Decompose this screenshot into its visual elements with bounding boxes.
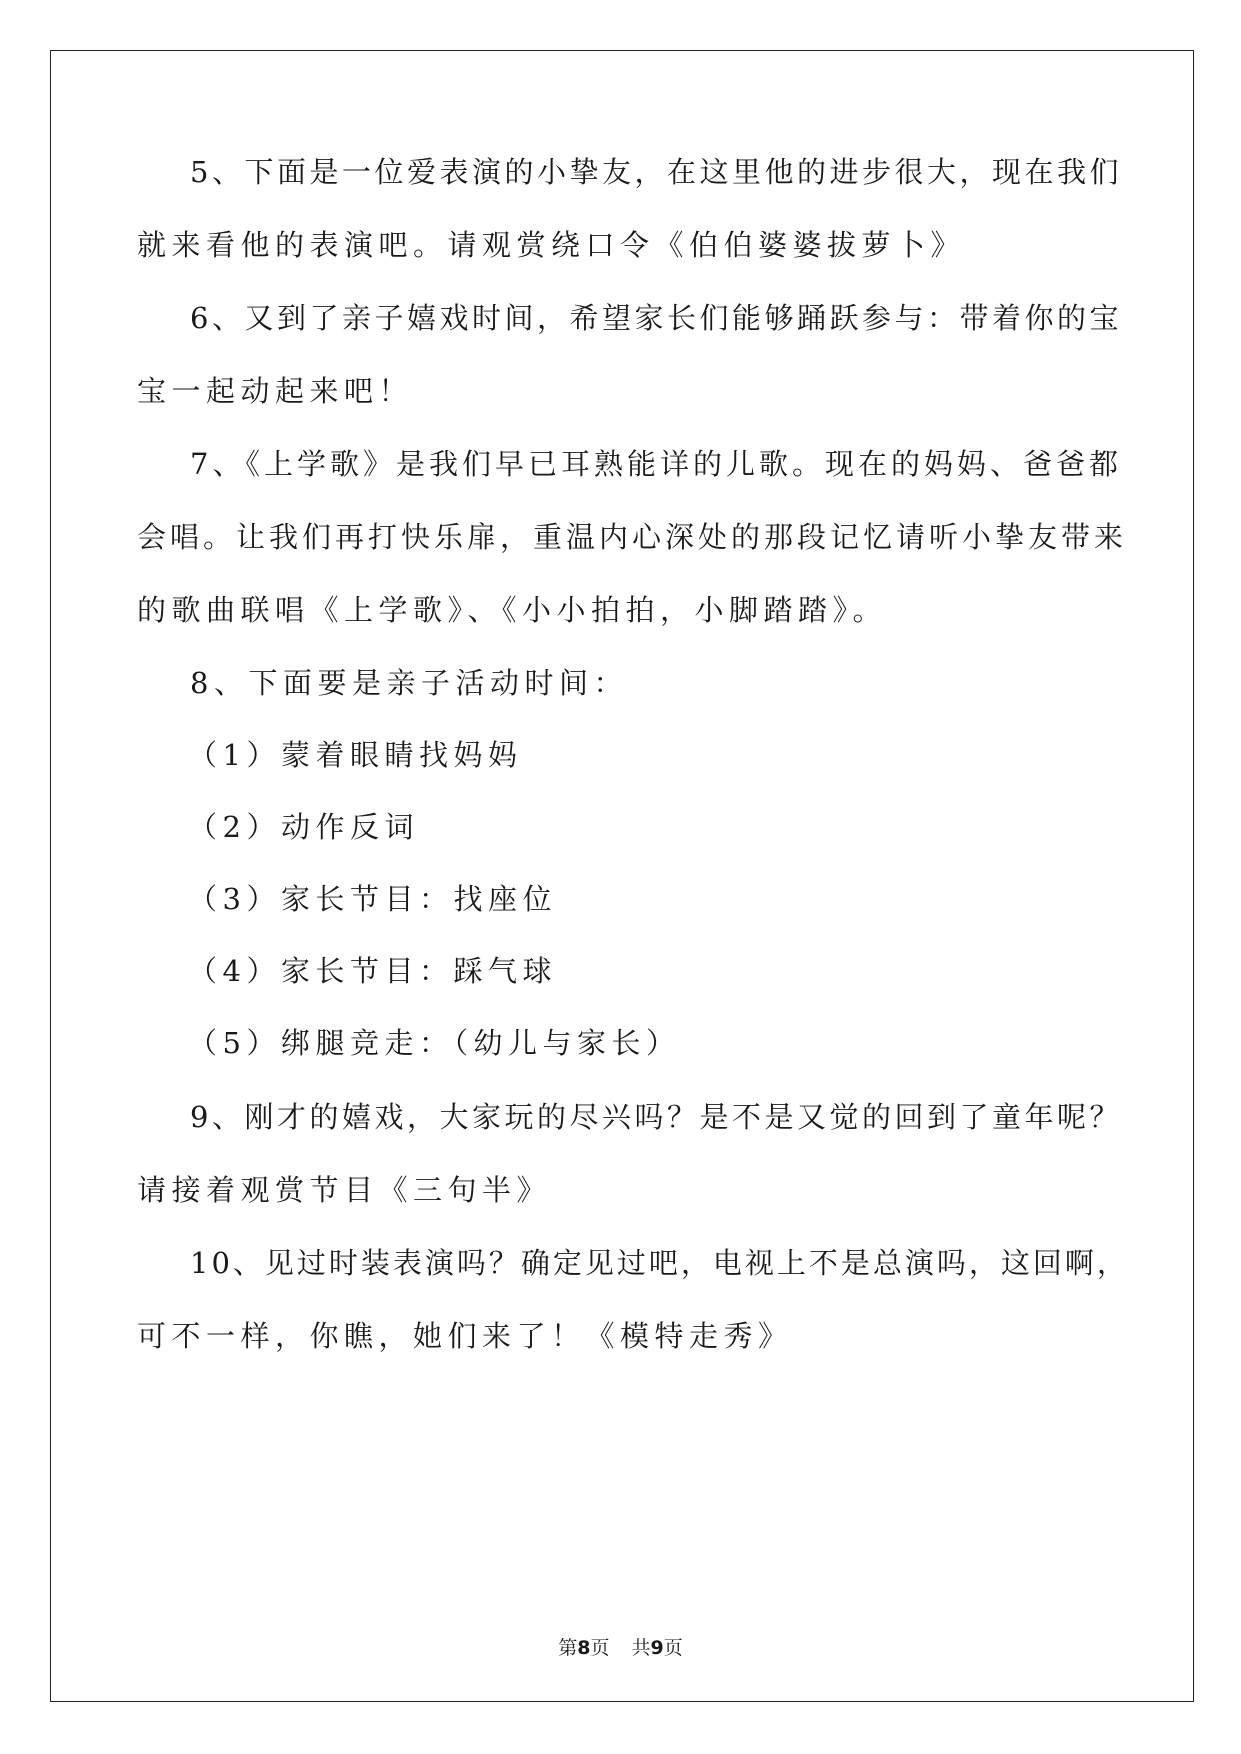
paragraph-line: 8、下面要是亲子活动时间： xyxy=(190,666,628,700)
paragraph-line: 宝一起动起来吧！ xyxy=(137,374,414,408)
total-prefix: 共 xyxy=(631,1637,651,1659)
paragraph-line: 就来看他的表演吧。请观赏绕口令《伯伯婆婆拔萝卜》 xyxy=(137,228,966,262)
page-prefix: 第 xyxy=(558,1637,578,1659)
list-item: （1）蒙着眼睛找妈妈 xyxy=(188,738,523,772)
paragraph-line: 6、又到了亲子嬉戏时间，希望家长们能够踊跃参与：带着你的宝 xyxy=(190,301,1122,335)
page-number: 8 xyxy=(577,1637,591,1659)
list-item: （4）家长节目：踩气球 xyxy=(188,954,557,988)
total-pages: 9 xyxy=(650,1637,664,1659)
paragraph-line: 7、《上学歌》是我们早已耳熟能详的儿歌。现在的妈妈、爸爸都 xyxy=(190,447,1122,481)
list-item: （2）动作反词 xyxy=(188,810,419,844)
paragraph-line: 请接着观赏节目《三句半》 xyxy=(137,1173,552,1207)
list-item: （3）家长节目：找座位 xyxy=(188,882,557,916)
paragraph-line: 10、见过时装表演吗？确定见过吧，电视上不是总演吗，这回啊， xyxy=(190,1246,1129,1280)
list-item: （5）绑腿竞走：（幼儿与家长） xyxy=(188,1026,681,1060)
paragraph-line: 9、刚才的嬉戏，大家玩的尽兴吗？是不是又觉的回到了童年呢？ xyxy=(190,1100,1122,1134)
paragraph-line: 的歌曲联唱《上学歌》、《小小拍拍，小脚踏踏》。 xyxy=(137,593,888,627)
page-suffix: 页 xyxy=(590,1637,610,1659)
paragraph-line: 会唱。让我们再打快乐扉，重温内心深处的那段记忆请听小挚友带来 xyxy=(137,520,1128,554)
total-suffix: 页 xyxy=(663,1637,683,1659)
paragraph-line: 可不一样，你瞧，她们来了！《模特走秀》 xyxy=(137,1319,793,1353)
page-footer xyxy=(0,1636,1241,1660)
paragraph-line: 5、下面是一位爱表演的小挚友，在这里他的进步很大，现在我们 xyxy=(190,155,1122,189)
